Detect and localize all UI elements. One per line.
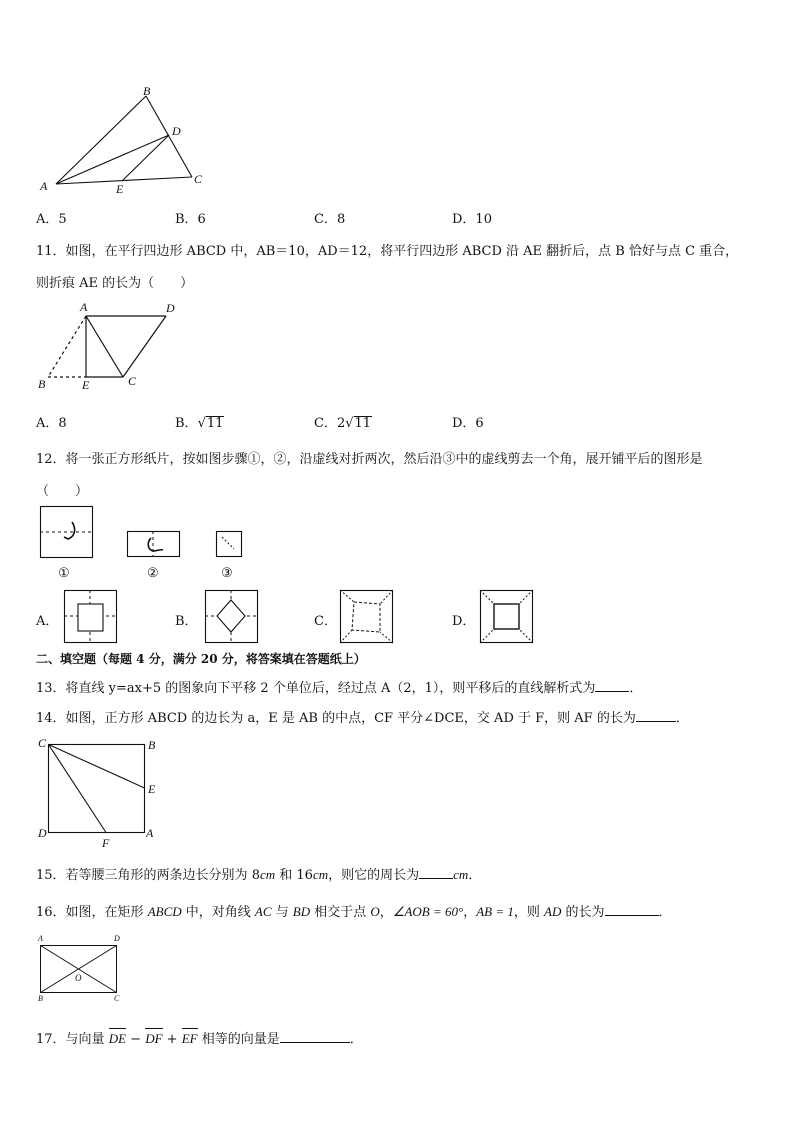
q17-op1: −	[126, 1032, 146, 1047]
q15-value1: 8	[251, 868, 260, 883]
q10-figure	[36, 82, 216, 202]
q14-label-b: B	[148, 738, 156, 752]
q13-answer-blank[interactable]	[595, 679, 629, 692]
q16-ac: AC	[254, 904, 272, 919]
section2-title: 二、填空题（每题 4 分，满分 20 分，将答案填在答题纸上）	[36, 652, 366, 666]
q11-option-b-prefix: B．	[175, 416, 198, 431]
q11-seg-ac	[86, 316, 123, 377]
q12-option-a[interactable]: A．	[36, 614, 59, 629]
q16-mid3: 相交于点	[310, 905, 371, 920]
q12-option-b-figure[interactable]	[205, 590, 259, 644]
q12-step3-figure	[216, 531, 244, 559]
q15-unit3: cm	[453, 867, 469, 882]
q16-end: ．	[658, 905, 672, 920]
q16-mid7: 的长为	[561, 905, 605, 920]
q15-unit1: cm	[259, 867, 276, 882]
q16-bd: BD	[292, 904, 311, 919]
q16-label-d: D	[114, 934, 120, 943]
q17-op2: +	[162, 1032, 182, 1047]
q17-vector-df: DF	[145, 1031, 163, 1046]
q11-question-line2: 则折痕 AE 的长为（ ）	[36, 276, 194, 291]
q16-ad: AD	[544, 904, 562, 919]
q11-seg-ab-dashed	[48, 316, 86, 377]
q14-label-d: D	[38, 826, 47, 840]
q11-option-b-radicand: 11	[206, 416, 224, 431]
q16-o: O	[370, 904, 380, 919]
q14-text: 14．如图，正方形 ABCD 的边长为 a，E 是 AB 的中点，CF 平分∠DCE，交 AD 于 F，则 AF 的长为	[36, 711, 636, 726]
q11-figure	[40, 305, 180, 390]
q10-option-c[interactable]: C．8	[314, 212, 346, 227]
q11-option-b[interactable]	[175, 412, 224, 431]
q17-question	[36, 1028, 363, 1047]
q10-label-b: B	[143, 84, 151, 98]
q15-after: ，则它的周长为	[328, 868, 420, 883]
q14-label-f: F	[102, 836, 110, 850]
q12-step2-figure	[127, 531, 181, 559]
q10-label-c: C	[194, 172, 203, 186]
fold-arrow-icon	[148, 538, 163, 551]
q17-end: ．	[349, 1032, 363, 1047]
q13-text: 13．将直线 y=ax+5 的图象向下平移 2 个单位后，经过点 A（2，1），则平移后的直线解析式为	[36, 681, 596, 696]
q11-option-a[interactable]: A．8	[36, 416, 67, 431]
q16-mid2: 与	[271, 905, 293, 920]
q16-figure	[40, 945, 120, 995]
q13-end: ．	[629, 681, 643, 696]
q16-mid6: ，则	[513, 905, 545, 920]
q15-mid: 和	[275, 868, 297, 883]
q14-figure	[48, 744, 158, 836]
q10-seg-ad	[56, 135, 169, 184]
q15-value2: 16	[296, 868, 313, 883]
fold-arrow-icon	[64, 522, 75, 539]
q12-option-b[interactable]: B．	[175, 614, 198, 629]
q16-ab: AB = 1	[476, 904, 514, 919]
q10-option-b[interactable]: B．6	[175, 212, 206, 227]
q16-label-a: A	[38, 934, 43, 943]
sqrt-icon: √	[197, 416, 206, 431]
q11-option-c[interactable]	[314, 412, 372, 431]
q16-prefix: 16．如图，在矩形	[36, 905, 148, 920]
q12-option-d-figure[interactable]	[480, 590, 534, 644]
q16-angle: ∠AOB = 60°	[392, 904, 464, 919]
q14-end: ．	[675, 711, 689, 726]
q14-square	[49, 745, 145, 833]
q16-label-c: C	[114, 994, 120, 1003]
q12-option-c[interactable]: C．	[314, 614, 337, 629]
q14-label-c: C	[38, 736, 47, 750]
q11-option-c-prefix: C．2	[314, 416, 346, 431]
q16-mid1: 中，对角线	[181, 905, 255, 920]
q17-prefix: 17．与向量	[36, 1032, 109, 1047]
q10-label-d: D	[172, 124, 181, 138]
q15-end: ．	[468, 868, 482, 883]
q11-label-c: C	[128, 374, 137, 388]
q17-suffix: 相等的向量是	[197, 1032, 280, 1047]
q12-step3-label: ③	[221, 566, 233, 581]
q11-label-a: A	[80, 300, 88, 314]
q15-unit2: cm	[312, 867, 329, 882]
q14-label-e: E	[148, 782, 156, 796]
q10-label-e: E	[116, 182, 124, 196]
q14-answer-blank[interactable]	[636, 709, 676, 722]
q10-option-d[interactable]: D．10	[452, 212, 492, 227]
sqrt-icon: √	[345, 416, 354, 431]
q12-step2-label: ②	[147, 566, 159, 581]
q12-question-line1: 12．将一张正方形纸片，按如图步骤①，②，沿虚线对折两次，然后沿③中的虚线剪去一个角，展开铺平后的图形是	[36, 452, 703, 467]
q16-answer-blank[interactable]	[605, 903, 659, 916]
q10-seg-bc	[146, 96, 192, 177]
q16-rect-name: ABCD	[147, 904, 182, 919]
q11-option-c-radicand: 11	[354, 416, 372, 431]
q17-vector-de: DE	[108, 1031, 127, 1046]
q11-option-d[interactable]: D．6	[452, 416, 484, 431]
q11-label-e: E	[82, 378, 90, 392]
q12-option-a-figure[interactable]	[64, 590, 118, 644]
q10-seg-ac	[56, 177, 192, 184]
q14-question	[36, 707, 689, 726]
q16-label-o: O	[75, 973, 82, 983]
q13-question	[36, 677, 642, 696]
q16-label-b: B	[38, 994, 43, 1003]
q15-question	[36, 864, 481, 883]
q11-label-b: B	[38, 377, 46, 391]
q10-seg-de	[122, 135, 169, 181]
q16-mid5: ，	[463, 905, 477, 920]
q11-question-line1: 11．如图，在平行四边形 ABCD 中，AB＝10，AD＝12，将平行四边形 ABCD 沿 AE 翻折后，点 B 恰好与点 C 重合，	[36, 244, 739, 259]
q16-question	[36, 901, 672, 920]
q12-step1-figure	[40, 506, 94, 560]
q12-step1-label: ①	[58, 566, 70, 581]
q12-option-d[interactable]: D．	[452, 614, 476, 629]
q15-prefix: 15．若等腰三角形的两条边长分别为	[36, 868, 252, 883]
q10-label-a: A	[40, 179, 48, 193]
q12-question-line2: （ ）	[36, 484, 89, 499]
q11-seg-dc	[123, 316, 166, 377]
q15-answer-blank[interactable]	[419, 866, 453, 879]
q17-answer-blank[interactable]	[280, 1030, 350, 1043]
q16-mid4: ，	[379, 905, 393, 920]
q10-option-a[interactable]: A．5	[36, 212, 67, 227]
q14-label-a: A	[146, 826, 154, 840]
q17-vector-ef: EF	[181, 1031, 198, 1046]
q11-label-d: D	[166, 301, 175, 315]
q12-option-c-figure[interactable]	[340, 590, 394, 644]
